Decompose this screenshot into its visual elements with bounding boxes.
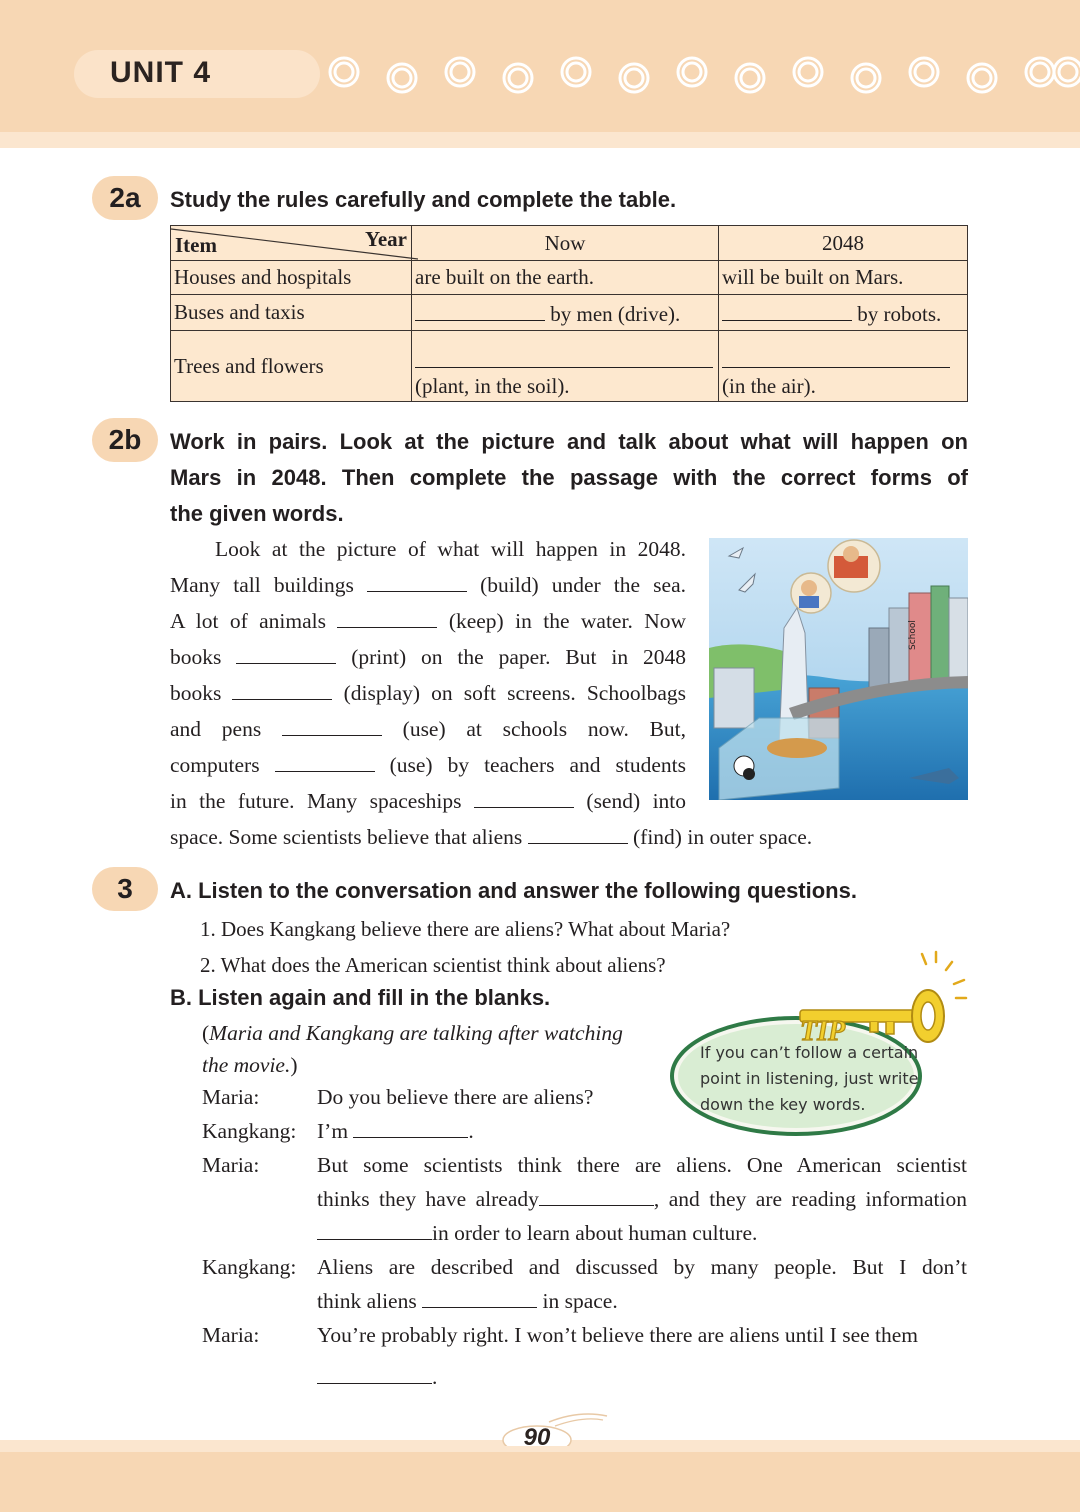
passage-line: in the future. Many spaceships (send) into [170,783,686,819]
table-row [171,295,968,331]
question-item: 2. What does the American scientist think about aliens? [200,953,666,977]
section-badge-3: 3 [92,867,158,911]
corner-year-label: Year [365,227,407,251]
answer-blank[interactable] [722,298,852,321]
question-item: 1. Does Kangkang believe there are aliens? What about Maria? [200,917,731,941]
passage-line: Look at the picture of what will happen in 2048. [215,537,686,561]
row-now: are built on the earth. [412,261,719,295]
rules-table [170,225,968,402]
speaker-label: Kangkang: [202,1119,297,1143]
answer-blank[interactable] [415,341,713,368]
instruction-2b-line1: Work in pairs. Look at the picture and talk about what will happen on [170,429,968,454]
future-city-illustration [709,538,968,800]
answer-blank[interactable] [474,785,574,808]
instruction-2a: Study the rules carefully and complete the table. [170,187,677,212]
dialogue-line: thinks they have already , and they are reading information [317,1182,967,1216]
table-corner-cell [171,226,412,261]
speaker-label: Maria: [202,1323,260,1347]
page-number-badge [505,1420,575,1460]
passage-line: books (display) on soft screens. Schoolbags [170,675,686,711]
stage-direction-line1: (Maria and Kangkang are talking after watching [202,1021,623,1045]
dialogue-line: . [317,1360,437,1394]
answer-blank[interactable] [367,569,467,592]
instruction-2b-line2: Mars in 2048. Then complete the passage with the correct forms of [170,465,968,490]
header-band [0,132,1080,148]
answer-blank[interactable] [232,677,332,700]
row-now: (plant, in the soil). [412,331,719,402]
speaker-label: Maria: [202,1085,260,1109]
answer-blank[interactable] [236,641,336,664]
speaker-label: Maria: [202,1153,260,1177]
row-item: Houses and hospitals [171,261,412,295]
page-number: 90 [523,1424,551,1451]
row-future: will be built on Mars. [719,261,968,295]
passage-line: space. Some scientists believe that aliens (find) in outer space. [170,819,870,855]
dialogue-line: Aliens are described and discussed by many people. But I don’t [317,1255,967,1279]
row-item: Trees and flowers [171,331,412,402]
unit-title: UNIT 4 [110,56,212,89]
tip-text-line: If you can’t follow a certain [700,1043,919,1062]
dialogue-line: But some scientists think there are aliens. One American scientist [317,1153,967,1177]
tip-box [660,950,975,1140]
header-2048: 2048 [719,226,968,261]
speaker-label: Kangkang: [202,1255,297,1279]
answer-blank[interactable] [722,341,950,368]
section-badge-2b: 2b [92,418,158,462]
row-now: by men (drive). [412,295,719,331]
answer-blank[interactable] [317,1361,432,1384]
answer-blank[interactable] [353,1115,468,1138]
dialogue-line: I’m . [317,1114,474,1148]
tip-text-line: point in listening, just write [700,1069,919,1088]
corner-item-label: Item [175,233,217,257]
part-a-title: A. Listen to the conversation and answer the following questions. [170,878,857,903]
dialogue-line: in order to learn about human culture. [317,1216,757,1250]
passage-line: and pens (use) at schools now. But, [170,711,686,747]
dialogue-line: think aliens in space. [317,1284,618,1318]
answer-blank[interactable] [317,1217,432,1240]
answer-blank[interactable] [415,298,545,321]
decorative-rings [320,50,1080,110]
instruction-2b-line3: the given words. [170,501,344,526]
tip-label: TIP [800,1016,846,1047]
answer-blank[interactable] [337,605,437,628]
answer-blank[interactable] [528,821,628,844]
answer-blank[interactable] [275,749,375,772]
table-row [171,261,968,295]
answer-blank[interactable] [282,713,382,736]
stage-direction-line2: the movie.) [202,1053,298,1077]
part-b-title: B. Listen again and fill in the blanks. [170,985,551,1010]
tip-text-line: down the key words. [700,1095,866,1114]
row-future: by robots. [719,295,968,331]
passage-line: A lot of animals (keep) in the water. Now [170,603,686,639]
answer-blank[interactable] [422,1285,537,1308]
header-now: Now [412,226,719,261]
school-sign: School [908,620,918,650]
passage-line: Many tall buildings (build) under the sea. [170,567,686,603]
table-row [171,331,968,402]
section-badge-2a: 2a [92,176,158,220]
dialogue-line: Do you believe there are aliens? [317,1085,594,1109]
answer-blank[interactable] [539,1183,654,1206]
dialogue-line: You’re probably right. I won’t believe there are aliens until I see them [317,1323,919,1347]
passage-line: books (print) on the paper. But in 2048 [170,639,686,675]
row-item: Buses and taxis [171,295,412,331]
row-future: (in the air). [719,331,968,402]
passage-line: computers (use) by teachers and students [170,747,686,783]
